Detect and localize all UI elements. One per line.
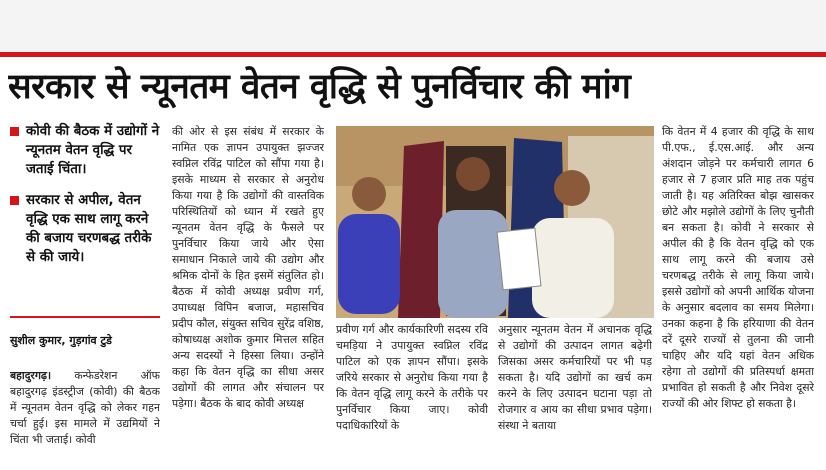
summary-bullets bbox=[10, 122, 160, 279]
article-column-2: की ओर से इस संबंध में सरकार के नामित एक ज्ञापन उपायुक्त झज्जर स्वप्निल रविंद्र पाटिल को सौंपा गया है। इसके माध्यम से सरकार से अनुरोध किया गया है कि उद्योगों की वास्तविक परिस्थितियों को ध्यान में रखते हुए न्यूनतम वेतन वृद्धि के फैसले पर पुनर्विचार किया जाये और ऐसा समाधान निकाले जाये की उद्योग और श्रमिक दोनों के हित इसमें संतुलित हो। बैठक में कोवी अध्यक्ष प्रवीण गर्ग, उपाध्यक्ष विपिन बजाज, महासचिव प्रदीप कौल, संयुक्त सचिव सुरेंद्र वशिष्ठ, कोषाध्यक्ष अशोक कुमार मित्तल सहित अन्य सदस्यों ने हिस्सा लिया। उन्होंने कहा कि वेतन वृद्धि का सीधा असर उद्योगों की लागत और संचालन पर पड़ेगा। बैठक के बाद कोवी अध्यक्ष bbox=[172, 125, 324, 410]
summary-bullet-2 bbox=[10, 191, 160, 267]
article-text: कन्फेडरेशन ऑफ बहादुरगढ़ इंडस्ट्रीज (कोवी) की बैठक में न्यूनतम वेतन वृद्धि को लेकर गहन चर्चा हुई। इस मामले में उद्यमियों ने चिंता भी जताई। कोवी bbox=[10, 369, 160, 446]
dateline: बहादुरगढ़। bbox=[10, 369, 52, 382]
photo-illustration bbox=[336, 126, 654, 318]
summary-bullet-text: कोवी की बैठक में उद्योगों ने न्यूनतम वेतन वृद्धि पर जताई चिंता। bbox=[26, 124, 160, 177]
headline: सरकार से न्यूनतम वेतन वृद्धि से पुनर्विचार की मांग bbox=[8, 67, 631, 107]
bullet-square-icon bbox=[10, 196, 19, 205]
bullet-divider bbox=[10, 316, 160, 318]
article-column-3: प्रवीण गर्ग और कार्यकारिणी सदस्य रवि चमड़िया ने उपायुक्त स्वप्निल रविंद्र पाटिल को एक ज्ञापन सौंपा। इसके जरिये सरकार से अनुरोध किया गया है कि वेतन वृद्धि लागू करने के तरीके पर पुनर्विचार किया जाए। कोवी पदाधिकारियों के bbox=[336, 323, 488, 432]
page-top-band bbox=[0, 0, 826, 52]
summary-bullet-text: सरकार से अपील, वेतन वृद्धि एक साथ लागू करने की बजाय चरणबद्ध तरीके से की जाये। bbox=[26, 193, 152, 265]
article-column-1 bbox=[10, 368, 160, 464]
bullet-square-icon bbox=[10, 127, 19, 136]
summary-bullet-1 bbox=[10, 122, 160, 179]
article-column-4: अनुसार न्यूनतम वेतन में अचानक वृद्धि से उद्योगों की उत्पादन लागत बढ़ेगी जिसका असर कर्मचारियों पर भी पड़ सकता है। यदि उद्योगों का खर्च कम करने के लिए उत्पादन घटाना पड़ा तो रोजगार व आय का सीधा प्रभाव पड़ेगा। संस्था ने बताया bbox=[498, 323, 652, 432]
news-photo bbox=[336, 126, 654, 318]
byline: सुशील कुमार, गुड़गांव टुडे bbox=[10, 334, 112, 347]
headline-rule bbox=[0, 52, 826, 57]
article-column-5: कि वेतन में 4 हजार की वृद्धि के साथ पी.एफ., ई.एस.आई. और अन्य अंशदान जोड़ने पर कर्मचारी लागत 6 हजार से 7 हजार प्रति माह तक पहुंच जाती है। यह अतिरिक्त बोझ खासकर छोटे और मझोले उद्योगों के लिए चुनौती बन सकता है। कोवी ने सरकार से अपील की है कि वेतन वृद्धि को एक साथ लागू करने की बजाय उसे चरणबद्ध तरीके से लागू किया जाये। इससे उद्योगों को अपनी आर्थिक योजना के अनुसार बदलाव का समय मिलेगा। उनका कहना है कि हरियाणा की वेतन दरें दूसरे राज्यों से तुलना की जानी चाहिए और यदि यहां वेतन अधिक रहेगा तो उद्योगों की प्रतिस्पर्धा क्षमता प्रभावित हो सकती है और निवेश दूसरे राज्यों की ओर शिफ्ट हो सकता है। bbox=[662, 125, 814, 410]
